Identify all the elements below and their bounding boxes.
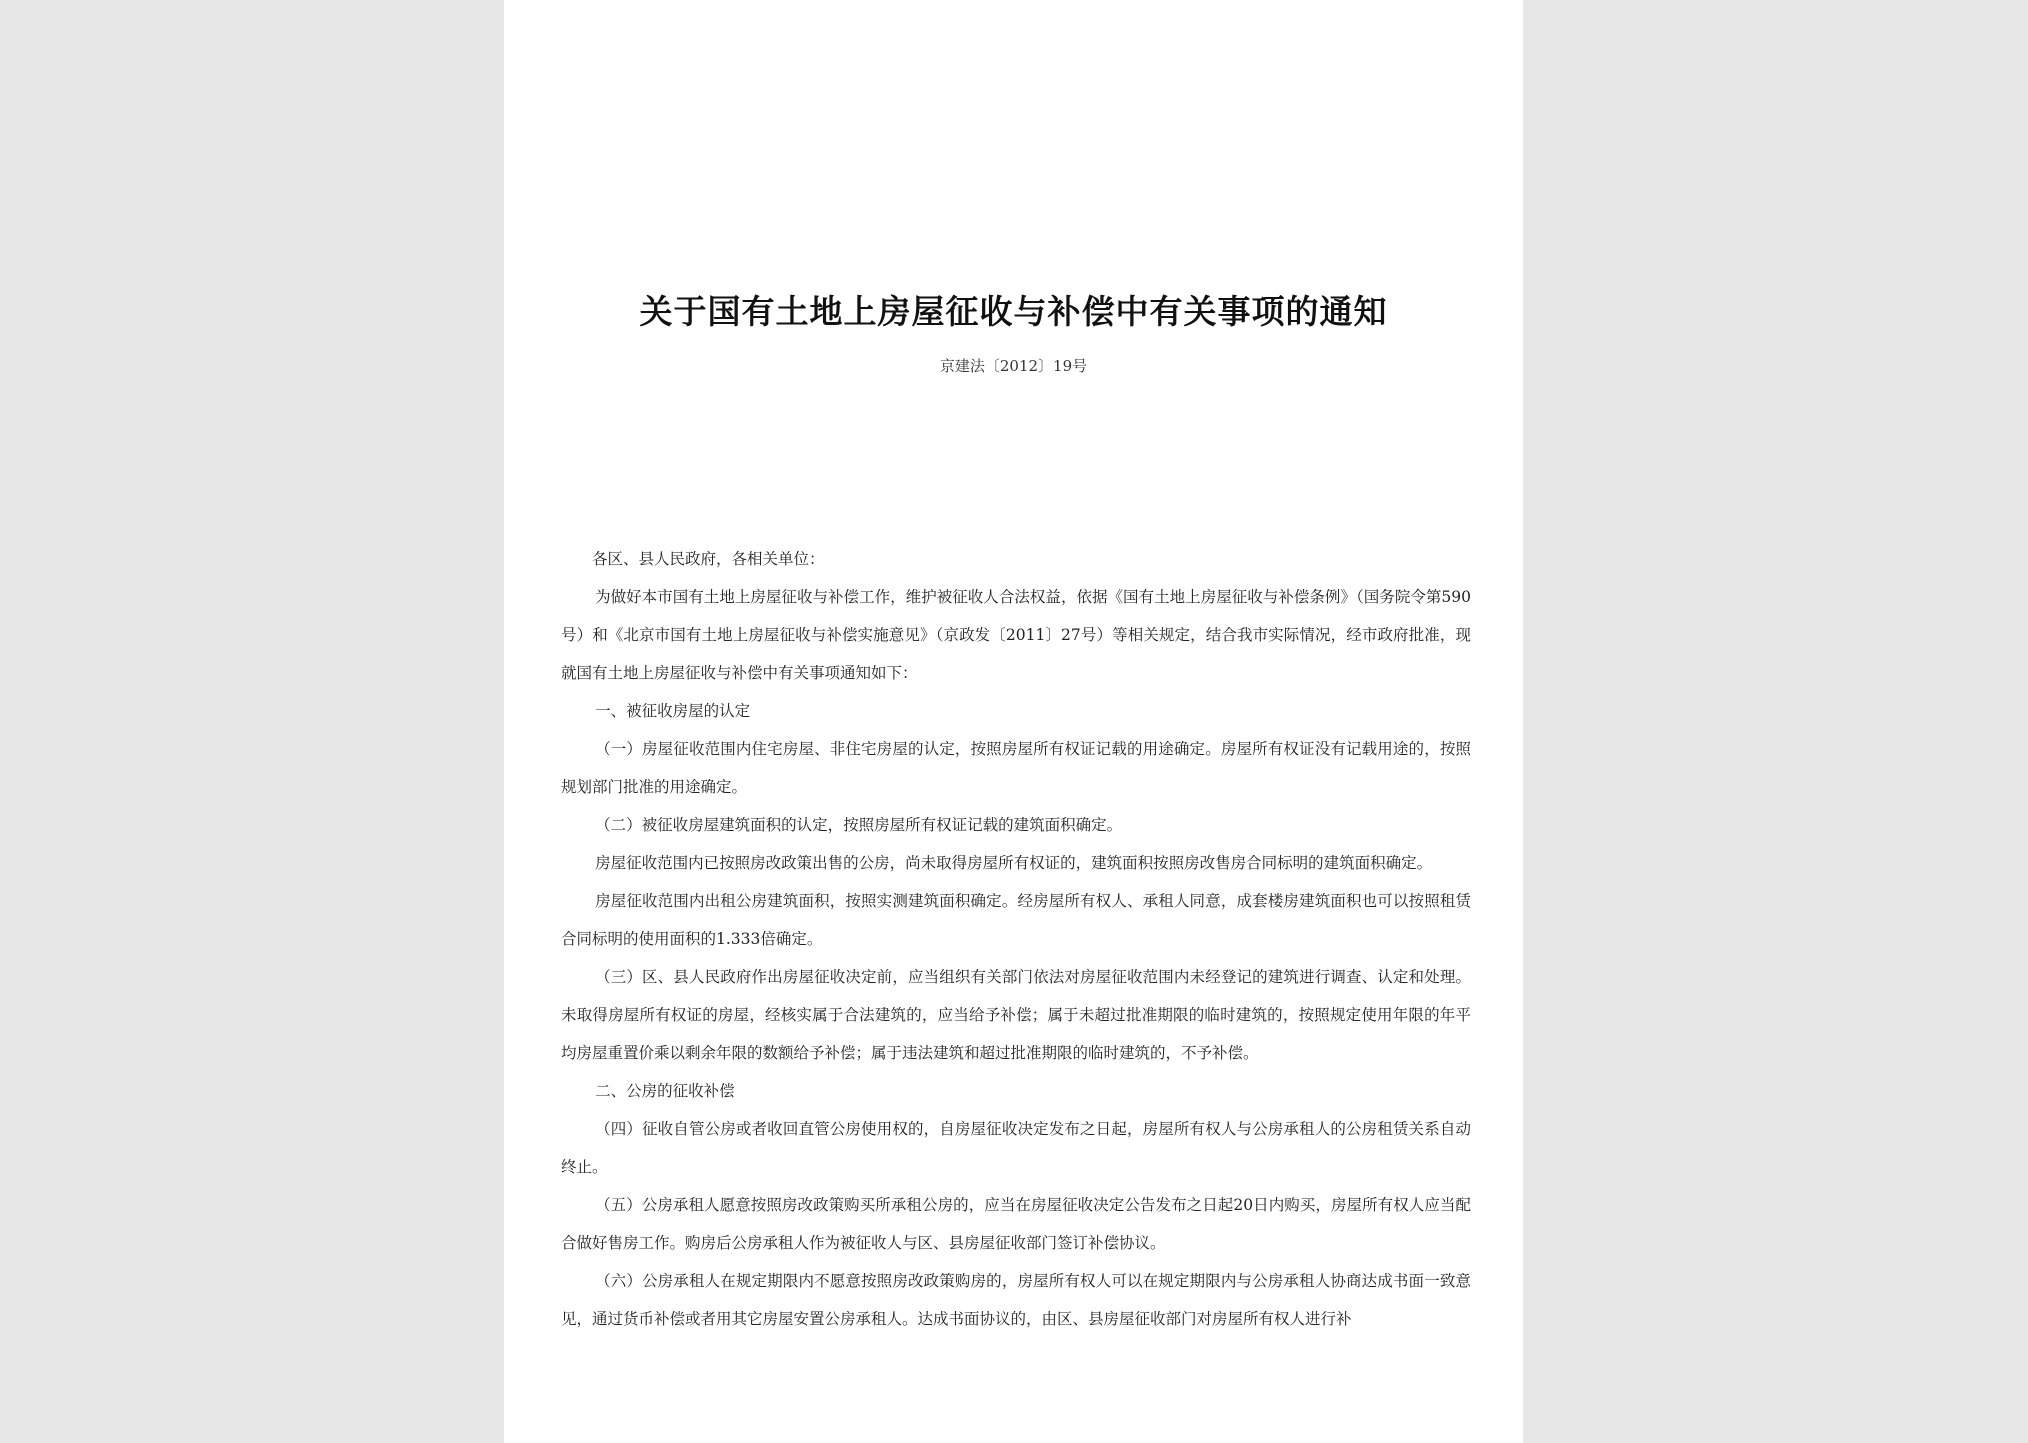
paragraph-rental-area: 房屋征收范围内出租公房建筑面积，按照实测建筑面积确定。经房屋所有权人、承租人同意，成套楼房建筑面积也可以按照租赁合同标明的使用面积的1.333倍确定。 (561, 892, 1471, 948)
document-title: 关于国有土地上房屋征收与补偿中有关事项的通知 (639, 292, 1388, 331)
paragraph-item-2: （二）被征收房屋建筑面积的认定，按照房屋所有权证记载的建筑面积确定。 (595, 816, 1123, 834)
document-body (561, 540, 1471, 1338)
section-heading-2: 二、公房的征收补偿 (595, 1082, 735, 1100)
paragraph-item-5: （五）公房承租人愿意按照房改政策购买所承租公房的，应当在房屋征收决定公告发布之日起20日内购买，房屋所有权人应当配合做好售房工作。购房后公房承租人作为被征收人与区、县房屋征收部门签订补偿协议。 (561, 1196, 1471, 1252)
paragraph-item-1: （一）房屋征收范围内住宅房屋、非住宅房屋的认定，按照房屋所有权证记载的用途确定。房屋所有权证没有记载用途的，按照规划部门批准的用途确定。 (561, 740, 1471, 796)
paragraph-housing-reform-area: 房屋征收范围内已按照房改政策出售的公房，尚未取得房屋所有权证的，建筑面积按照房改售房合同标明的建筑面积确定。 (595, 854, 1433, 872)
section-heading-1: 一、被征收房屋的认定 (595, 702, 751, 720)
document-page (504, 0, 1523, 1443)
paragraph-item-3: （三）区、县人民政府作出房屋征收决定前，应当组织有关部门依法对房屋征收范围内未经登记的建筑进行调查、认定和处理。未取得房屋所有权证的房屋，经核实属于合法建筑的，应当给予补偿；属于未超过批准期限的临时建筑的，按照规定使用年限的年平均房屋重置价乘以剩余年限的数额给予补偿；属于违法建筑和超过批准期限的临时建筑的，不予补偿。 (561, 968, 1471, 1062)
paragraph-item-4: （四）征收自管公房或者收回直管公房使用权的，自房屋征收决定发布之日起，房屋所有权人与公房承租人的公房租赁关系自动终止。 (561, 1120, 1471, 1176)
paragraph-intro: 为做好本市国有土地上房屋征收与补偿工作，维护被征收人合法权益，依据《国有土地上房屋征收与补偿条例》（国务院令第590号）和《北京市国有土地上房屋征收与补偿实施意见》（京政发〔2011〕27号）等相关规定，结合我市实际情况，经市政府批准，现就国有土地上房屋征收与补偿中有关事项通知如下： (561, 588, 1471, 682)
salutation: 各区、县人民政府，各相关单位： (592, 550, 825, 568)
paragraph-item-6: （六）公房承租人在规定期限内不愿意按照房改政策购房的，房屋所有权人可以在规定期限内与公房承租人协商达成书面一致意见，通过货币补偿或者用其它房屋安置公房承租人。达成书面协议的，由区、县房屋征收部门对房屋所有权人进行补 (561, 1272, 1471, 1328)
document-number: 京建法〔2012〕19号 (939, 357, 1088, 375)
